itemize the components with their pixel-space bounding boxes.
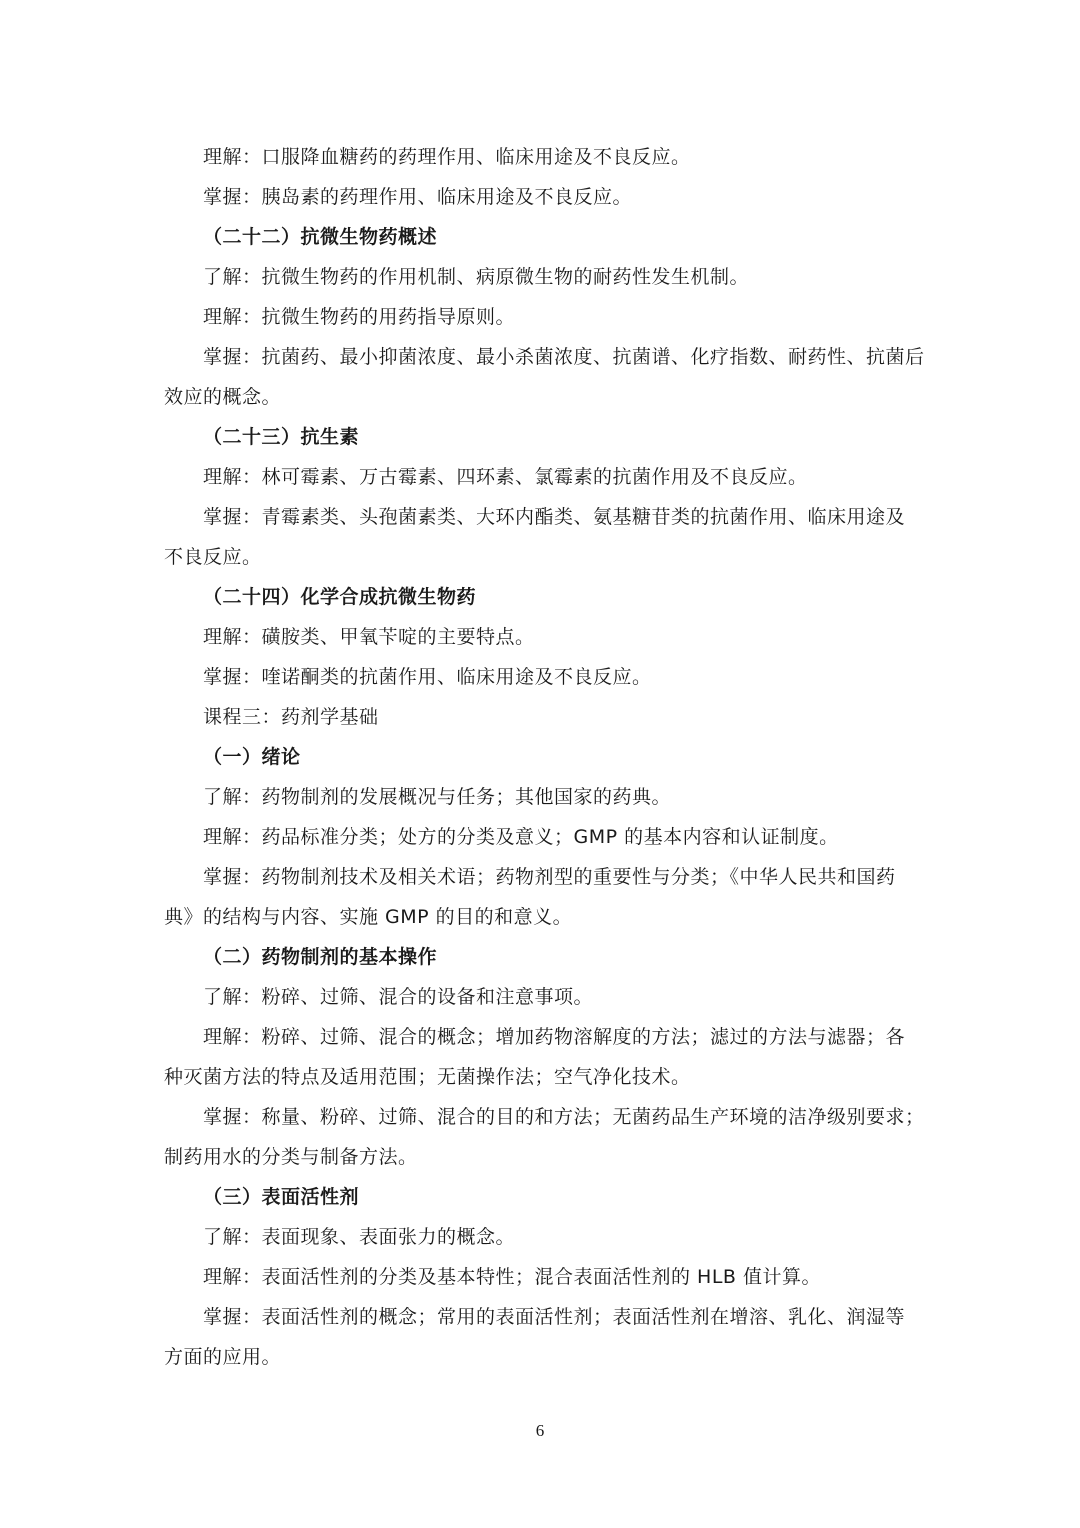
paragraph: 了解：表面现象、表面张力的概念。 bbox=[203, 1226, 516, 1248]
section-heading: （二十三）抗生素 bbox=[203, 426, 360, 448]
paragraph: 理解：药品标准分类；处方的分类及意义；GMP 的基本内容和认证制度。 bbox=[203, 826, 839, 848]
paragraph: 掌握：青霉素类、头孢菌素类、大环内酯类、氨基糖苷类的抗菌作用、临床用途及 bbox=[203, 506, 906, 528]
paragraph-continuation: 典》的结构与内容、实施 GMP 的目的和意义。 bbox=[164, 906, 573, 928]
section-heading: （三）表面活性剂 bbox=[203, 1186, 360, 1208]
paragraph: 理解：林可霉素、万古霉素、四环素、氯霉素的抗菌作用及不良反应。 bbox=[203, 466, 808, 488]
paragraph-continuation: 制药用水的分类与制备方法。 bbox=[164, 1146, 418, 1168]
paragraph: 理解：口服降血糖药的药理作用、临床用途及不良反应。 bbox=[203, 146, 691, 168]
section-heading: （二十四）化学合成抗微生物药 bbox=[203, 586, 477, 608]
paragraph-continuation: 方面的应用。 bbox=[164, 1346, 282, 1368]
paragraph: 掌握：喹诺酮类的抗菌作用、临床用途及不良反应。 bbox=[203, 666, 652, 688]
paragraph: 理解：粉碎、过筛、混合的概念；增加药物溶解度的方法；滤过的方法与滤器；各 bbox=[203, 1026, 906, 1048]
paragraph: 掌握：抗菌药、最小抑菌浓度、最小杀菌浓度、抗菌谱、化疗指数、耐药性、抗菌后 bbox=[203, 346, 925, 368]
paragraph-continuation: 效应的概念。 bbox=[164, 386, 282, 408]
paragraph: 掌握：表面活性剂的概念；常用的表面活性剂；表面活性剂在增溶、乳化、润湿等 bbox=[203, 1306, 906, 1328]
section-heading: （二十二）抗微生物药概述 bbox=[203, 226, 438, 248]
paragraph-continuation: 不良反应。 bbox=[164, 546, 262, 568]
paragraph: 掌握：称量、粉碎、过筛、混合的目的和方法；无菌药品生产环境的洁净级别要求； bbox=[203, 1106, 925, 1128]
page-number: 6 bbox=[535, 1421, 545, 1440]
paragraph: 理解：磺胺类、甲氧苄啶的主要特点。 bbox=[203, 626, 535, 648]
paragraph: 理解：表面活性剂的分类及基本特性；混合表面活性剂的 HLB 值计算。 bbox=[203, 1266, 821, 1288]
paragraph: 了解：粉碎、过筛、混合的设备和注意事项。 bbox=[203, 986, 594, 1008]
section-heading: （一）绪论 bbox=[203, 746, 301, 768]
paragraph: 了解：药物制剂的发展概况与任务；其他国家的药典。 bbox=[203, 786, 672, 808]
paragraph: 了解：抗微生物药的作用机制、病原微生物的耐药性发生机制。 bbox=[203, 266, 750, 288]
paragraph-continuation: 种灭菌方法的特点及适用范围；无菌操作法；空气净化技术。 bbox=[164, 1066, 691, 1088]
paragraph: 掌握：药物制剂技术及相关术语；药物剂型的重要性与分类；《中华人民共和国药 bbox=[203, 866, 896, 888]
paragraph: 理解：抗微生物药的用药指导原则。 bbox=[203, 306, 516, 328]
paragraph: 掌握：胰岛素的药理作用、临床用途及不良反应。 bbox=[203, 186, 633, 208]
section-heading: （二）药物制剂的基本操作 bbox=[203, 946, 438, 968]
course-title: 课程三：药剂学基础 bbox=[203, 706, 379, 728]
